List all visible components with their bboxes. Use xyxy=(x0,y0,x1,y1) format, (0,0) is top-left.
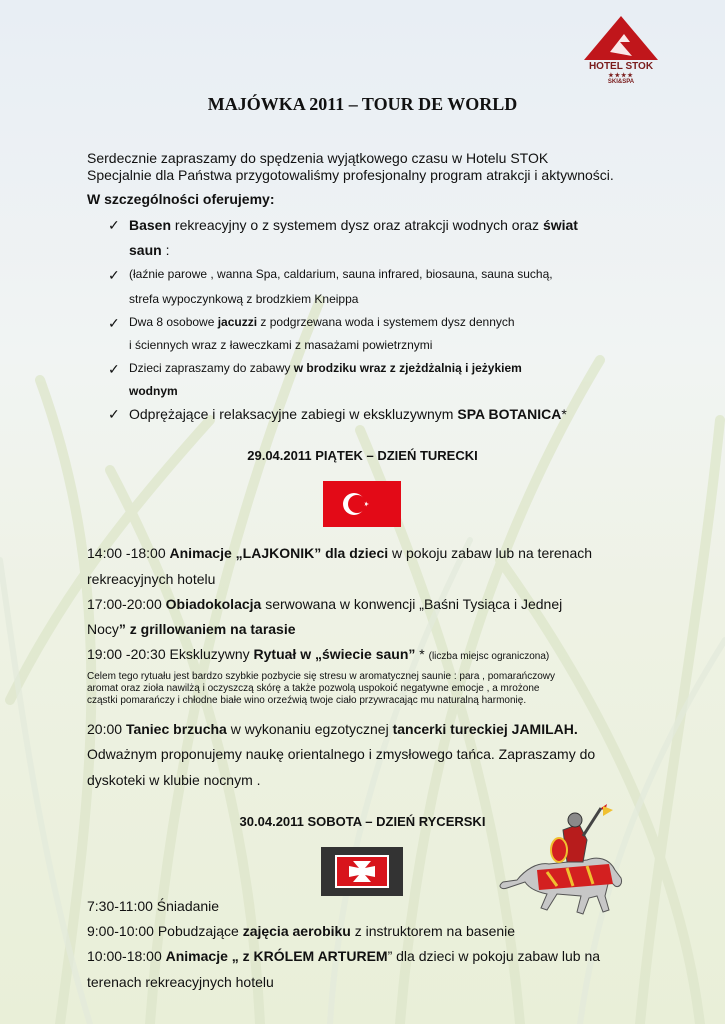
hotel-tagline: SKI&SPA xyxy=(607,79,635,85)
check-icon: ✓ xyxy=(108,406,120,422)
hotel-stars: ★★★★ xyxy=(608,73,634,79)
knight-icon xyxy=(497,800,634,920)
offers-heading: W szczególności oferujemy: xyxy=(87,191,275,207)
day1-event-4-line-3: dyskoteki w klubie nocnym . xyxy=(87,772,261,788)
check-icon: ✓ xyxy=(108,315,120,331)
day1-event-1: 14:00 -18:00 Animacje „LAJKONIK” dla dzieci w pokoju zabaw lub na terenach xyxy=(87,545,593,561)
intro-line-1: Serdecznie zapraszamy do spędzenia wyjątkowego czasu w Hotelu STOK xyxy=(87,150,549,166)
knight-flag-icon xyxy=(321,847,403,896)
day2-event-1: 7:30-11:00 Śniadanie xyxy=(87,898,220,914)
day1-event-1-cont: rekreacyjnych hotelu xyxy=(87,571,216,587)
day1-heading: 29.04.2011 PIĄTEK – DZIEŃ TURECKI xyxy=(247,448,478,463)
intro xyxy=(87,150,614,184)
day2-event-2: 9:00-10:00 Pobudzające zajęcia aerobiku z instruktorem na basenie xyxy=(87,923,516,939)
page-title: MAJÓWKA 2011 – TOUR DE WORLD xyxy=(207,94,518,114)
hotel-name: HOTEL STOK xyxy=(588,61,654,72)
day2-event-3-cont: terenach rekreacyjnych hotelu xyxy=(87,974,274,990)
day1-event-4-line-2: Odważnym proponujemy naukę orientalnego i zmysłowego tańca. Zapraszamy do xyxy=(87,746,596,762)
day1-event-2: 17:00-20:00 Obiadokolacja serwowana w konwencji „Baśni Tysiąca i Jednej xyxy=(87,596,563,612)
check-icon: ✓ xyxy=(108,361,120,377)
day1-event-3: 19:00 -20:30 Ekskluzywny Rytuał w „świecie saun” * (liczba miejsc ograniczona) xyxy=(87,646,550,662)
day2-event-3: 10:00-18:00 Animacje „ z KRÓLEM ARTUREM” dla dzieci w pokoju zabaw lub na xyxy=(87,948,601,964)
day1-event-2-cont: Nocy” z grillowaniem na tarasie xyxy=(87,621,296,637)
turkey-flag-icon xyxy=(323,481,401,527)
check-icon: ✓ xyxy=(108,217,120,233)
check-icon: ✓ xyxy=(108,267,120,283)
day1-event-4: 20:00 Taniec brzucha w wykonaniu egzotycznej tancerki tureckiej JAMILAH. xyxy=(87,721,578,737)
ritual-note: Celem tego rytuału jest bardzo szybkie pozbycie się stresu w aromatycznej saunie : para , pomarańczowy aromat oraz zioła nawilżą i oczyszczą skórę a także pozwolą uspokoić negatywne emocje , a mrożone cząstki pomarańczy i chłodne białe wino orzeźwią twoje ciało przywracając mu naturalną harmonię. xyxy=(87,671,555,706)
day2-heading: 30.04.2011 SOBOTA – DZIEŃ RYCERSKI xyxy=(239,814,486,829)
intro-line-2: Specjalnie dla Państwa przygotowaliśmy profesjonalny program atrakcji i aktywności. xyxy=(87,167,614,183)
